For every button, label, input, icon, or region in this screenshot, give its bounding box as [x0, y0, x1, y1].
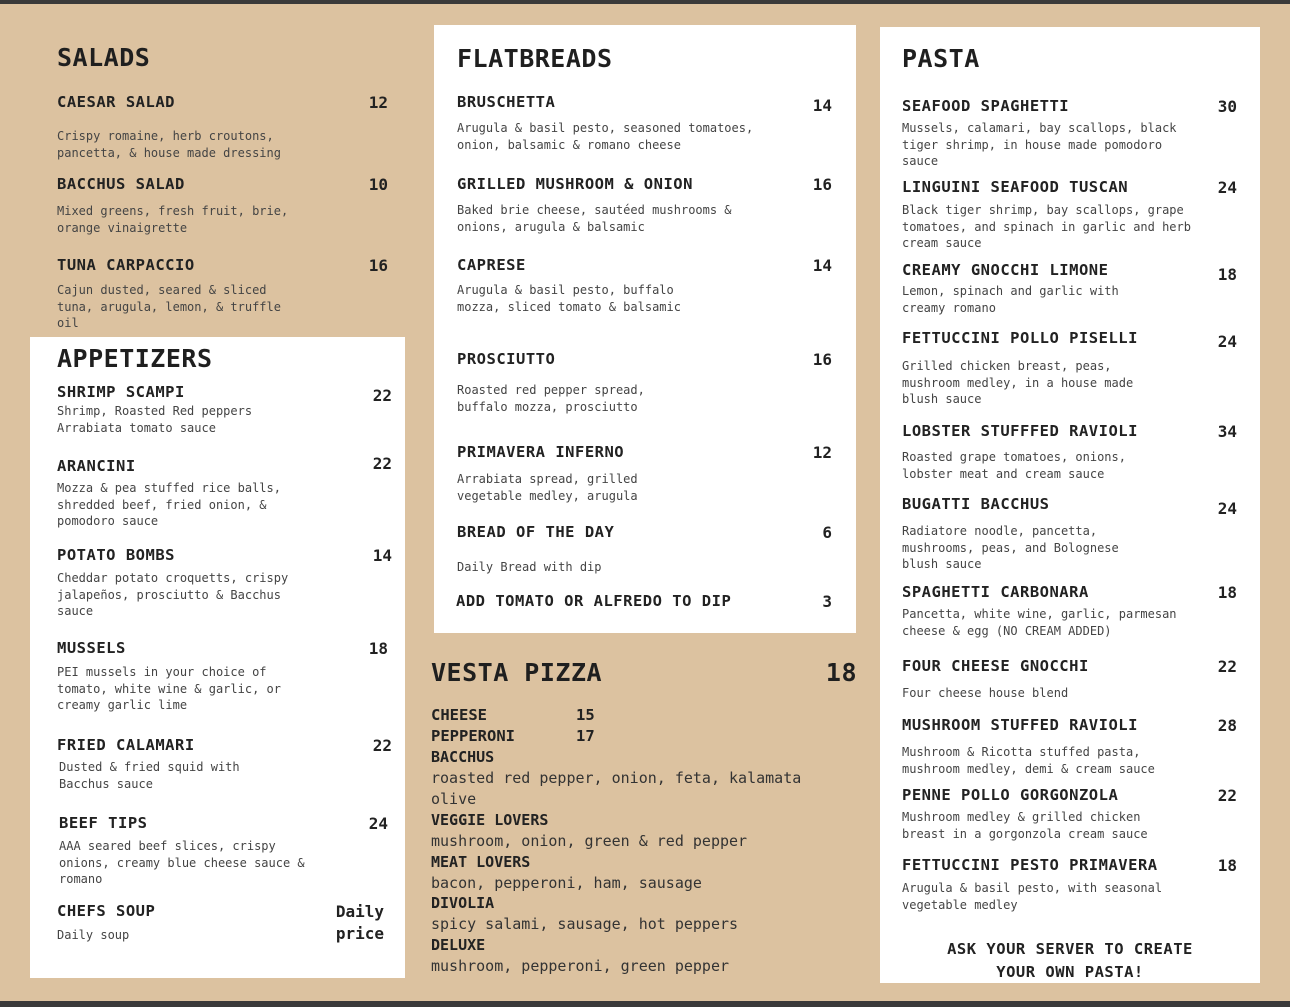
item-name: BRUSCHETTA	[457, 93, 556, 111]
item-description: Arugula & basil pesto, seasoned tomatoes, onion, balsamic & romano cheese	[457, 121, 754, 152]
item-description: Baked brie cheese, sautéed mushrooms & onions, arugula & balsamic	[457, 203, 732, 234]
pizza-section	[431, 656, 861, 981]
menu-item	[457, 350, 832, 414]
item-name: PROSCIUTTO	[457, 350, 556, 368]
item-description: Roasted red pepper spread, buffalo mozza, prosciutto	[457, 383, 645, 414]
create-pasta-note	[920, 938, 1220, 984]
item-name: TUNA CARPACCIO	[57, 256, 195, 274]
item-price: 24	[1217, 332, 1237, 351]
item-description: Mozza & pea stuffed rice balls, shredded beef, fried onion, & pomodoro sauce	[57, 481, 281, 528]
item-name: SPAGHETTI CARBONARA	[902, 583, 1089, 601]
flatbreads-title: FLATBREADS	[457, 44, 613, 73]
item-name: FETTUCCINI PESTO PRIMAVERA	[902, 856, 1158, 874]
item-price: 18	[368, 639, 388, 658]
pizza-pepperoni-price: 17	[576, 727, 595, 745]
menu-item	[457, 93, 832, 153]
item-name: LINGUINI SEAFOOD TUSCAN	[902, 178, 1129, 196]
pizza-title: VESTA PIZZA	[431, 658, 603, 687]
menu-item	[902, 178, 1237, 248]
appetizers-title: APPETIZERS	[57, 344, 213, 373]
item-price: 22	[1217, 786, 1237, 805]
item-description: Cheddar potato croquetts, crispy jalapeños, prosciutto & Bacchus sauce	[57, 571, 289, 618]
pizza-bacchus: BACCHUS	[431, 748, 495, 766]
menu-item	[902, 422, 1237, 481]
item-price: 3	[822, 592, 832, 611]
item-price: 28	[1217, 716, 1237, 735]
note-line: ASK YOUR SERVER TO CREATE	[947, 940, 1193, 958]
item-price: 18	[1217, 583, 1237, 602]
item-description: Dusted & fried squid with Bacchus sauce	[59, 760, 240, 791]
item-price: 12	[812, 443, 832, 462]
pizza-price: 18	[825, 658, 857, 687]
item-description: Mushroom & Ricotta stuffed pasta, mushroom medley, demi & cream sauce	[902, 745, 1155, 776]
pizza-meat-lovers: MEAT LOVERS	[431, 853, 531, 871]
item-price: 22	[372, 736, 392, 755]
item-description: Mixed greens, fresh fruit, brie, orange vinaigrette	[57, 204, 289, 235]
item-description: Daily soup	[57, 928, 130, 942]
item-description: Arrabiata spread, grilled vegetable medley, arugula	[457, 472, 638, 503]
flatbreads-panel	[434, 25, 856, 633]
item-price: 14	[372, 546, 392, 565]
item-price: 16	[812, 175, 832, 194]
item-price: 22	[1217, 657, 1237, 676]
bottom-edge	[0, 1001, 1290, 1007]
item-description: Mushroom medley & grilled chicken breast in a gorgonzola cream sauce	[902, 810, 1148, 841]
menu-item	[57, 902, 392, 962]
menu-item	[902, 583, 1237, 643]
item-description: Grilled chicken breast, peas, mushroom medley, in a house made blush sauce	[902, 359, 1134, 406]
item-description: Roasted grape tomatoes, onions, lobster meat and cream sauce	[902, 450, 1126, 481]
menu-item	[902, 329, 1237, 404]
item-name: MUSSELS	[57, 639, 126, 657]
item-name: CAESAR SALAD	[57, 93, 175, 111]
item-name: PRIMAVERA INFERNO	[457, 443, 625, 461]
appetizers-panel	[30, 337, 405, 978]
menu-item	[902, 716, 1237, 776]
menu-item	[57, 175, 392, 235]
pizza-veggie-lovers: VEGGIE LOVERS	[431, 811, 549, 829]
item-price: price	[335, 924, 384, 943]
item-price: 30	[1217, 97, 1237, 116]
item-price: 14	[812, 96, 832, 115]
item-name: ARANCINI	[57, 457, 136, 475]
pasta-panel	[880, 27, 1260, 983]
menu-item	[457, 523, 832, 573]
item-description: Mussels, calamari, bay scallops, black tiger shrimp, in house made pomodoro sauce	[902, 121, 1177, 168]
item-name: FRIED CALAMARI	[57, 736, 195, 754]
item-name: PENNE POLLO GORGONZOLA	[902, 786, 1119, 804]
item-description: Daily Bread with dip	[457, 560, 602, 574]
item-price: 18	[1217, 856, 1237, 875]
menu-item	[57, 383, 392, 443]
item-description: PEI mussels in your choice of tomato, white wine & garlic, or creamy garlic lime	[57, 665, 281, 712]
menu-item	[902, 856, 1237, 911]
menu-item	[457, 175, 832, 235]
item-description: Lemon, spinach and garlic with creamy romano	[902, 284, 1119, 315]
item-name: FETTUCCINI POLLO PISELLI	[902, 329, 1138, 347]
item-name: FOUR CHEESE GNOCCHI	[902, 657, 1089, 675]
item-name: POTATO BOMBS	[57, 546, 175, 564]
item-description: Four cheese house blend	[902, 686, 1069, 700]
item-price: 14	[812, 256, 832, 275]
item-description: Crispy romaine, herb croutons, pancetta, & house made dressing	[57, 129, 281, 160]
pizza-divolia: DIVOLIA	[431, 894, 495, 912]
menu-item	[902, 657, 1237, 702]
item-description: Arugula & basil pesto, with seasonal vegetable medley	[902, 881, 1163, 912]
menu-item	[902, 261, 1237, 316]
item-name: BUGATTI BACCHUS	[902, 495, 1050, 513]
item-price: Daily	[335, 902, 384, 921]
pizza-deluxe: DELUXE	[431, 936, 486, 954]
salads-title: SALADS	[57, 43, 151, 72]
pizza-pepperoni: PEPPERONI	[431, 727, 515, 745]
pizza-bacchus-desc: roasted red pepper, onion, feta, kalamata	[431, 769, 802, 787]
item-name: CAPRESE	[457, 256, 526, 274]
item-description: AAA seared beef slices, crispy onions, creamy blue cheese sauce & romano	[59, 839, 305, 886]
menu-item	[57, 736, 392, 796]
menu-item	[57, 546, 392, 626]
item-description: Black tiger shrimp, bay scallops, grape tomatoes, and spinach in garlic and herb cream sauce	[902, 203, 1191, 250]
pizza-deluxe-desc: mushroom, pepperoni, green pepper	[431, 957, 730, 975]
menu-item	[902, 97, 1237, 167]
item-price: 6	[822, 523, 832, 542]
item-name: BACCHUS SALAD	[57, 175, 185, 193]
salads-section	[57, 40, 392, 335]
item-description: Radiatore noodle, pancetta, mushrooms, peas, and Bolognese blush sauce	[902, 524, 1119, 571]
menu-item	[59, 814, 392, 884]
menu-item	[456, 592, 832, 617]
menu-item	[902, 786, 1237, 841]
top-edge	[0, 0, 1290, 4]
item-price: 24	[368, 814, 388, 833]
item-description: Pancetta, white wine, garlic, parmesan cheese & egg (NO CREAM ADDED)	[902, 607, 1177, 638]
item-name: GRILLED MUSHROOM & ONION	[457, 175, 693, 193]
item-price: 22	[372, 386, 392, 405]
item-name: LOBSTER STUFFFED RAVIOLI	[902, 422, 1138, 440]
menu-item	[457, 256, 832, 316]
item-name: BEEF TIPS	[59, 814, 148, 832]
menu-item	[57, 256, 392, 334]
item-name: CHEFS SOUP	[57, 902, 156, 920]
pizza-cheese-price: 15	[576, 706, 595, 724]
item-price: 22	[372, 454, 392, 473]
pizza-meat-desc: bacon, pepperoni, ham, sausage	[431, 874, 702, 892]
menu-item	[57, 639, 392, 719]
item-price: 18	[1217, 265, 1237, 284]
item-name: ADD TOMATO OR ALFREDO TO DIP	[456, 592, 732, 610]
note-line: YOUR OWN PASTA!	[996, 963, 1144, 981]
item-description: Shrimp, Roasted Red peppers Arrabiata tomato sauce	[57, 404, 253, 435]
pizza-divolia-desc: spicy salami, sausage, hot peppers	[431, 915, 739, 933]
menu-item	[57, 454, 392, 537]
pasta-title: PASTA	[902, 44, 980, 73]
item-price: 24	[1217, 499, 1237, 518]
menu-item	[902, 495, 1237, 570]
item-description: Arugula & basil pesto, buffalo mozza, sliced tomato & balsamic	[457, 283, 681, 314]
item-name: SEAFOOD SPAGHETTI	[902, 97, 1070, 115]
menu-item	[57, 93, 392, 163]
item-name: BREAD OF THE DAY	[457, 523, 615, 541]
item-name: MUSHROOM STUFFED RAVIOLI	[902, 716, 1138, 734]
item-price: 24	[1217, 178, 1237, 197]
item-name: CREAMY GNOCCHI LIMONE	[902, 261, 1109, 279]
item-price: 16	[368, 256, 388, 275]
item-price: 12	[368, 93, 388, 112]
menu-item	[457, 443, 832, 503]
item-price: 16	[812, 350, 832, 369]
item-name: SHRIMP SCAMPI	[57, 383, 185, 401]
item-description: Cajun dusted, seared & sliced tuna, arugula, lemon, & truffle oil	[57, 283, 281, 330]
pizza-bacchus-desc-cont: olive	[431, 790, 477, 808]
item-price: 34	[1217, 422, 1237, 441]
item-price: 10	[368, 175, 388, 194]
pizza-veggie-desc: mushroom, onion, green & red pepper	[431, 832, 748, 850]
pizza-cheese: CHEESE	[431, 706, 487, 724]
